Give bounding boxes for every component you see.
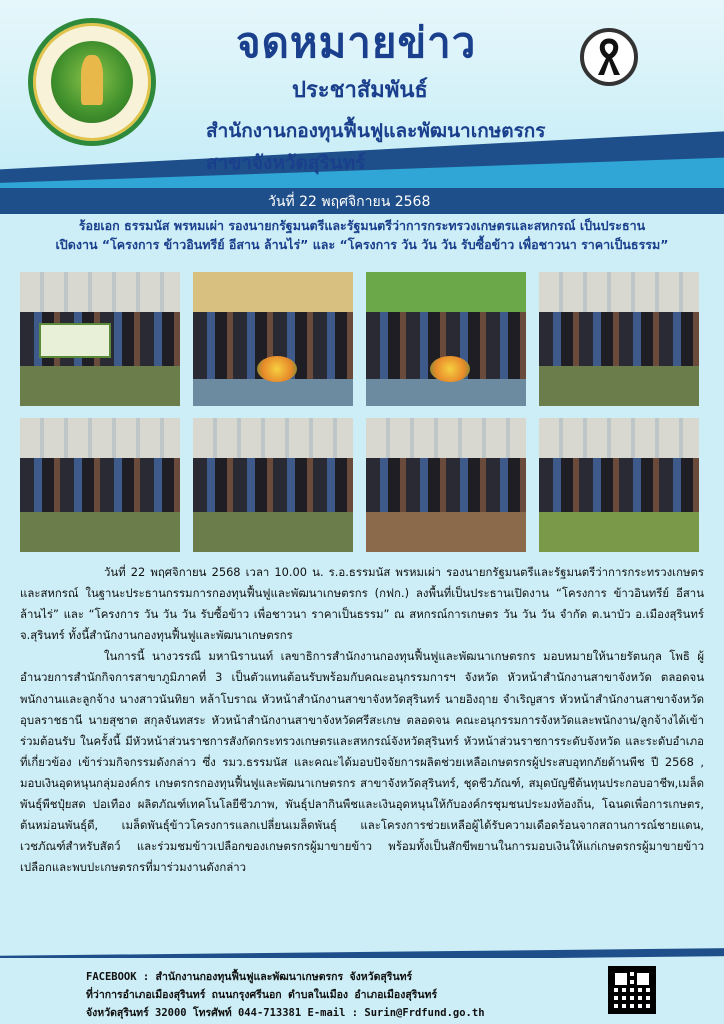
photo-tent <box>366 418 526 458</box>
photo-flowers <box>430 356 470 382</box>
headline-line-1: ร้อยเอก ธรรมนัส พรหมเผ่า รองนายกรัฐมนตรีและรัฐมนตรีว่าการกระทรวงเกษตรและสหกรณ์ เป็นประธาน <box>78 218 646 233</box>
photo-6 <box>193 418 353 552</box>
black-ribbon-icon <box>580 28 638 86</box>
photo-tent <box>193 418 353 458</box>
photo-ground <box>539 512 699 552</box>
newsletter-subtitle: ประชาสัมพันธ์ <box>292 78 428 103</box>
photo-5 <box>20 418 180 552</box>
date-text: วันที่ 22 พฤศจิกายน 2568 <box>268 194 431 210</box>
footer-facebook: FACEBOOK : สำนักงานกองทุนฟื้นฟูและพัฒนาเกษตรกร จังหวัดสุรินทร์ <box>86 971 413 983</box>
office-name-line1: สำนักงานกองทุนฟื้นฟูและพัฒนาเกษตรกร <box>206 120 546 142</box>
photo-ground <box>20 366 180 406</box>
photo-check-banner <box>39 323 111 358</box>
photo-flowers <box>257 356 297 382</box>
office-name-line2: สาขาจังหวัดสุรินทร์ <box>206 152 366 174</box>
header <box>0 0 724 188</box>
photo-tent <box>539 272 699 312</box>
photo-7 <box>366 418 526 552</box>
footer-contact: จังหวัดสุรินทร์ 32000 โทรศัพท์ 044-713381 E-mail : Surin@Frdfund.go.th <box>86 1007 485 1019</box>
footer-address: ที่ว่าการอำเภอเมืองสุรินทร์ ถนนกรุงศรีนอก ตำบลในเมือง อำเภอเมืองสุรินทร์ <box>86 989 438 1001</box>
article-body <box>20 562 704 878</box>
photo-1 <box>20 272 180 406</box>
photo-grid <box>20 272 700 552</box>
logo-emblem <box>51 41 133 123</box>
photo-tent <box>20 418 180 458</box>
fund-logo-icon <box>28 18 156 146</box>
article-paragraph-1: วันที่ 22 พฤศจิกายน 2568 เวลา 10.00 น. ร.อ.ธรรมนัส พรหมเผ่า รองนายกรัฐมนตรีและรัฐมนตรีว่าการกระทรวงเกษตรและสหกรณ์ ในฐานะประธานกรรมการกองทุนฟื้นฟูและพัฒนาเกษตรกร (กฟก.) ลงพื้นที่เป็นประธานเปิดงาน “โครงการ ข้าวอินทรีย์ อีสาน ล้านไร่” และ “โครงการ วัน วัน วัน รับซื้อข้าว เพื่อชาวนา ราคาเป็นธรรม” ณ สหกรณ์การเกษตร วัน วัน วัน จำกัด ต.นาบัว อ.เมืองสุรินทร์ จ.สุรินทร์ ทั้งนี้สำนักงานกองทุนฟื้นฟูและพัฒนาเกษตรกร <box>20 565 704 643</box>
photo-ground <box>539 366 699 406</box>
photo-4 <box>539 272 699 406</box>
photo-tent <box>539 418 699 458</box>
article-paragraph-2: ในการนี้ นางวรรณี มหานิรานนท์ เลขาธิการสำนักงานกองทุนฟื้นฟูและพัฒนาเกษตรกร มอบหมายให้นายรัตนกุล โพธิ ผู้อำนวยการสำนักกิจการสาขาภูมิภาคที่ 3 เป็นตัวแทนต้อนรับพร้อมกับคณะอนุกรรมการฯ จังหวัด หัวหน้าสำนักงานสาขาจังหวัด ตลอดจนพนักงานและลูกจ้าง นางสาวนันทิยา หล้าโบราณ หัวหน้าสำนักงานสาขาจังหวัดสุรินทร์ นายอิงฤาย จำเริญสาร หัวหน้าสำนักงานสาขาจังหวัดอุบลราชธานี นายสุชาต สกุลจันทสระ หัวหน้าสำนักงานสาขาจังหวัดศรีสะเกษ ตลอดจน คณะอนุกรรมการจังหวัดและพนักงาน/ลูกจ้างได้เข้าร่วมต้อนรับ ในครั้งนี้ มีหัวหน้าส่วนราชการสังกัดกระทรวงเกษตรและสหกรณ์จังหวัดสุรินทร์ หัวหน้าส่วนราชการระดับจังหวัด และระดับอำเภอที่เกี่ยวข้อง เข้าร่วมกิจกรรมดังกล่าว ซึ่ง รมว.ธรรมนัส และคณะได้มอบปัจจัยการผลิตช่วยเหลือเกษตรกรผู้ประสบอุทกภัยด้านพืช ปี 2568 , มอบเงินอุดหนุนกลุ่มองค์กร เกษตรกรกองทุนฟื้นฟูและพัฒนาเกษตรกร สาขาจังหวัดสุรินทร์, ชุดชีวภัณฑ์, สมุดบัญชีต้นทุนประกอบอาชีพ,เมล็ดพันธุ์พืชปุ๋ยสด ปอเทือง ผลิตภัณฑ์เทคโนโลยีชีวภาพ, พันธุ์ปลากินพืชและเงินอุดหนุนให้กับองค์กรชุมชนประมงท้องถิ่น, โฉนดเพื่อการเกษตร, ต้นหม่อนพันธุ์ดี, เมล็ดพันธุ์ข้าวโครงการแลกเปลี่ยนเมล็ดพันธุ์ และโครงการช่วยเหลือผู้ได้รับความเดือดร้อนจากสถานการณ์ชายแดน, เวชภัณฑ์สำหรับสัตว์ และร่วมชมข้าวเปลือกของเกษตรกรผู้มาขายข้าว พร้อมทั้งเป็นสักขีพยานในการมอบเงินให้แก่เกษตรกรผู้มาขายข้าวเปลือกและพบปะเกษตรกรที่มาร่วมงานดังกล่าว <box>20 649 704 875</box>
photo-8 <box>539 418 699 552</box>
photo-2 <box>193 272 353 406</box>
headline-line-2: เปิดงาน “โครงการ ข้าวอินทรีย์ อีสาน ล้านไร่” และ “โครงการ วัน วัน วัน รับซื้อข้าว เพื่อชาวนา ราคาเป็นธรรม” <box>55 237 669 253</box>
photo-ground <box>366 512 526 552</box>
photo-ground <box>193 512 353 552</box>
photo-3 <box>366 272 526 406</box>
qr-code-icon <box>608 966 656 1014</box>
photo-ground <box>20 512 180 552</box>
newsletter-title: จดหมายข่าว <box>236 18 477 67</box>
headline <box>10 216 714 255</box>
photo-tent <box>20 272 180 312</box>
